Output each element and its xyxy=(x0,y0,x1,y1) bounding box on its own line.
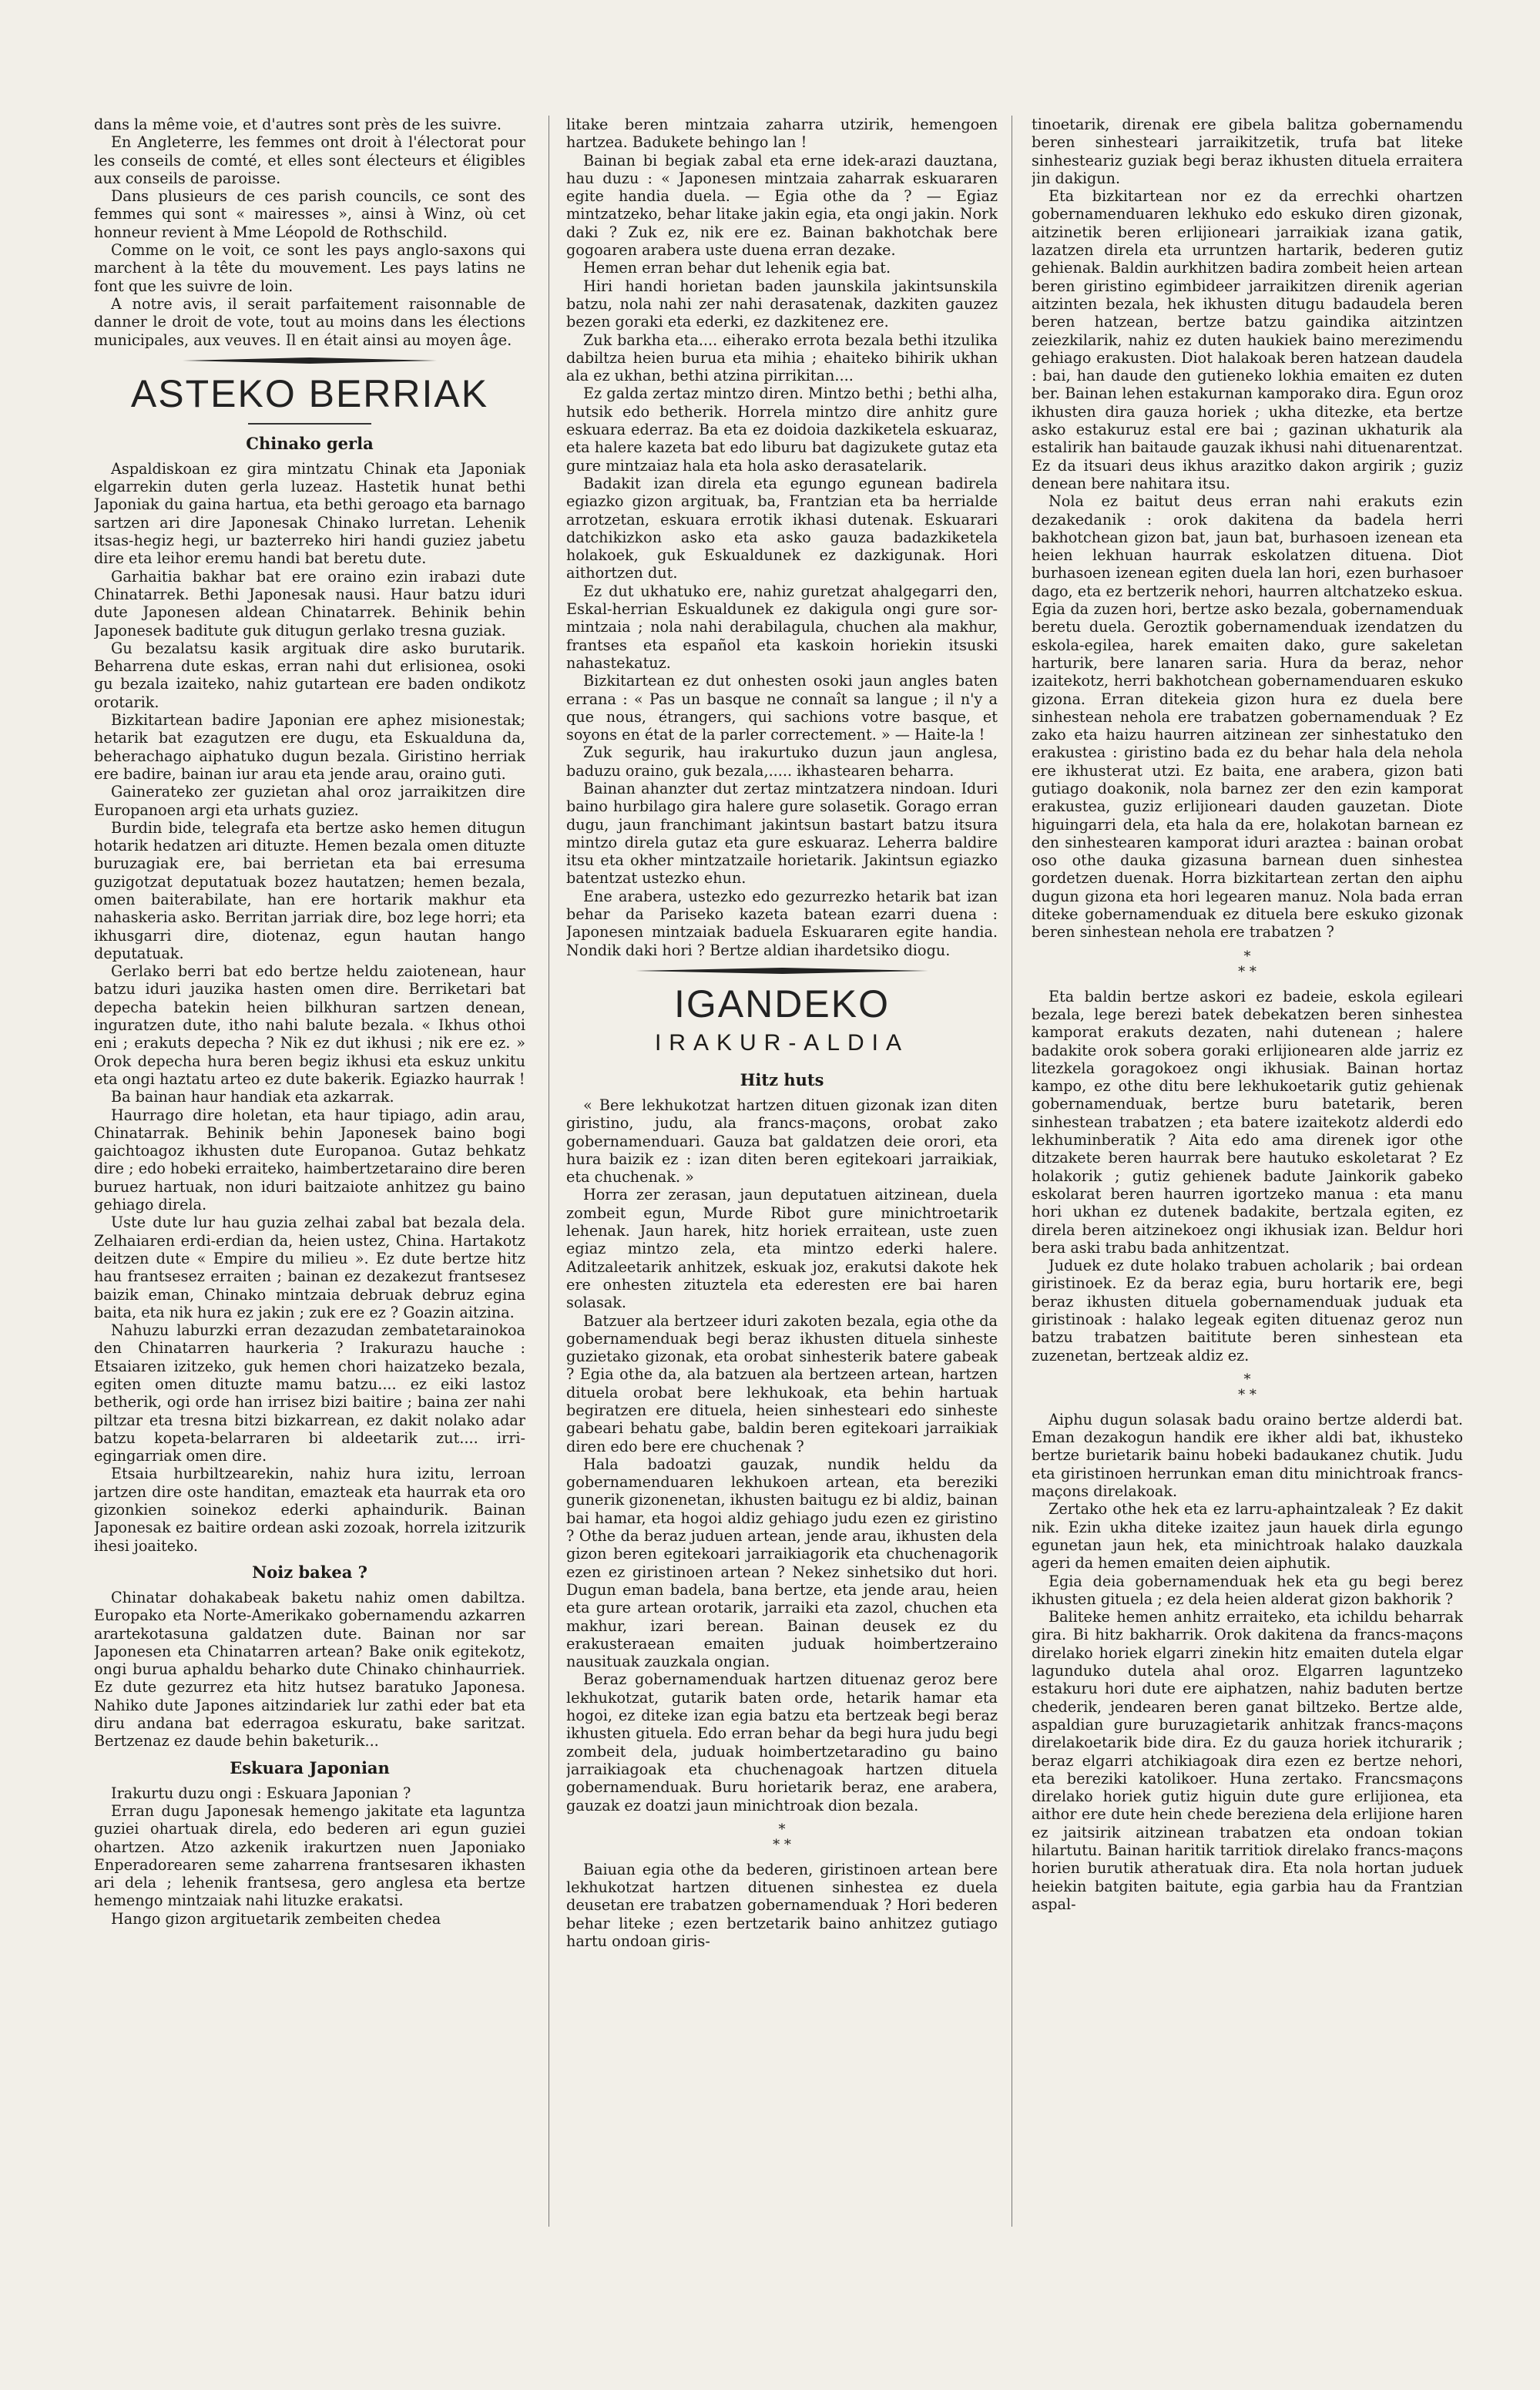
divider-ornament xyxy=(183,355,437,366)
paragraph: Bainan ahanzter dut zertaz mintzatzera nindoan. Iduri baino hurbilago gira halere gure solasetik. Gorago erran dugu, jaun franchimant jakintsun bastart batzu itsura mintzo direla gutaz eta gure eskuaraz. Leherra baldire itsu eta okher mintzatzaile horietarik. Jakintsun egiazko batentzat ustezko ehun. xyxy=(566,779,998,888)
paragraph: Baiuan egia othe da bederen, giristinoen artean bere lekhukotzat hartzen dituenen sinhestea ez duela deusetan ere trabatzen gobernamenduak ? Hori bederen behar liteke ; ezen bertzetarik baino anhitzez gutiago hartu ondoan giris- xyxy=(566,1860,998,1951)
paragraph: Hala badoatzi gauzak, nundik heldu da gobernamenduaren lekhukoen artean, eta bereziki gunerik gizonenetan, ikhusten baitugu ez bi aldiz, bainan bai hamar, eta hogoi aldiz gehiago judu ezen ez giristino ? Othe da beraz juduen artean, jende arau, ikhusten dela gizon beren egitekoari jarraikiagorik eta chuchenagorik ezen ez giristinoen artean ? Nekez sinhetsiko dut hori. Dugun eman badela, bana bertze, eta jende arau, heien eta gure artean orotarik, jarraiki eta zazol, chuchen eta makhur, izari berean. Bainan deusek ez du erakusteraean emaiten juduak hoimbertzeraino nausituak zauzkala ongian. xyxy=(566,1455,998,1671)
paragraph: Nola ez baitut deus erran nahi erakuts ezin dezakedanik : orok dakitena da badela herri bakhotchean gizon bat, jaun bat, burhasoen izenean eta heien lekhuan haurrak eskolatzen dituena. Diot burhasoen izenean egiten duela lan hori, ezen burhasoer dago, eta ez bertzerik nehori, haurren altchatzeko eskua. Egia da zuzen hori, bertze asko bezala, gobernamenduak beretu duela. Geroztik gobernamenduak izendatzen du eskola-egilea, harek emaiten dako, gure sakeletan harturik, bere lanaren saria. Hura da beraz, nehor izaitekotz, herri bakhotchean gobernamenduaren eskuko gizona. Erran ditekeia gizon hura ez duela bere sinhestean nehola ere trabatzen gobernamenduak ? Ez zako eta haizu haurren aitzinean zer sinhestatuko den erakustea : giristino bada ez du behar hala dela nehola ere ikhusterat utzi. Ez baita, ene arabera, gizon bati gutiago doakonik, nola barnez zer den ezin kamporat erakustea, guziz erlijioneari dauden gauzetan. Diote higuingarri dela, eta hala da ere, holakotan barnean ez den sinhestearen kamporat iduri araztea : bainan orobat oso othe dauka gizasuna barnean duen sinhestea gordetzen duenak. Horra bizkitartean zertan den aiphu dugun gizona eta hori legearen manuz. Nola bada erran diteke gobernamenduak ez dituela bere eskuko gizonak beren sinhestean nehola ere trabatzen ? xyxy=(1032,492,1463,942)
paragraph: Uste dute lur hau guzia zelhai zabal bat bezala dela. Zelhaiaren erdi-erdian da, heien ustez, China. Hartakotz deitzen dute « Empire du milieu ». Ez dute bertze hitz hau frantsesez erraiten ; bainan ez dezakezut frantsesez baizik eman, Chinako mintzaia debruak debruz egina baita, eta nik hura ez jakin ; zuk ere ez ? Goazin aitzina. xyxy=(94,1213,525,1321)
paragraph: Bizkitartean ez dut onhesten osoki jaun angles baten errana : « Pas un basque ne connaît sa langue ; il n'y a que nous, étrangers, qui sachions votre basque, et soyons en état de la parler correctement. » — Haite-la ! xyxy=(566,672,998,744)
paragraph: Bainan bi begiak zabal eta erne idek-arazi dauztana, hau duzu : « Japonesen mintzaia zaharrak eskuararen egite handia duela. — Egia othe da ? — Egiaz mintzatzeko, behar litake jakin egia, eta ongi jakin. Nork daki ? Zuk ez, nik ere ez. Bainan bakhotchak bere gogoaren arabera uste duena erran dezake. xyxy=(566,151,998,260)
paragraph: Egia deia gobernamenduak hek eta gu begi berez ikhusten gituela ; ez dela heien alderat gizon bakhorik ? xyxy=(1032,1572,1463,1608)
paragraph: Beraz gobernamenduak hartzen dituenaz geroz bere lekhukotzat, gutarik baten orde, hetarik hamar eta hogoi, ez diteke izan egia batzu eta bertzeak begi beraz ikhusten gituela. Edo erran behar da begi hura judu begi zombeit dela, juduak hoimbertzetaradino gu baino jarraikiagoak eta chuchenagoak hartzen dituela gobernamenduak. Buru horietarik beraz, ene arabera, gauzak ez doatzi jaun minichtroak dion bezala. xyxy=(566,1670,998,1814)
paragraph: Ene arabera, ustezko edo gezurrezko hetarik bat izan behar da Pariseko kazeta batean ezarri duena : Japonesen mintzaiak baduela Eskuararen egite handia. Nondik daki hori ? Bertze aldian ihardetsiko diogu. xyxy=(566,887,998,959)
paragraph: Eta bizkitartean nor ez da errechki ohartzen gobernamenduaren lekhuko edo eskuko diren gizonak, aitzinetik beren erlijioneari jarraikiak izana gatik, lazatzen direla eta urruntzen hartarik, bederen gutiz gehienak. Baldin aurkhitzen badira zombeit heien artean beren giristino egimbideer jarraikitzen direnik agerian aitzinten bezala, hek ikhusten ditugu badaudela beren beren hatzean, bertze batzu gaindika aitzintzen zeiezkilarik, nahiz ez duten haukiek baino merezimendu gehiago erakusten. Diot halakoak beren hatzean daudela : bai, han daude den gutieneko lokhia emaiten ez duten ber. Bainan lehen estakurnan kamporako dira. Egun oroz ikhusten dira gauza horiek ; ukha ditezke, eta bertze asko estakuruz estal ere bai ; gazinan ukhaturik ala estalirik han baitaude gauzak ikhusi nahi dituenarentzat. Ez da itsuari deus ikhus arazitko dakon argirik ; guziz denean bere nahitara itsu. xyxy=(1032,187,1463,492)
paragraph: « Bere lekhukotzat hartzen dituen gizonak izan diten giristino, judu, ala francs-maçons, orobat zako gobernamenduari. Gauza bat galdatzen deie orori, eta hura baizik ez : izan diten beren egitekoari jarraikiak, eta chuchenak. » xyxy=(566,1096,998,1187)
paragraph: Zertako othe hek eta ez larru-aphaintzaleak ? Ez dakit nik. Ezin ukha diteke izaitez jaun hauek dirla egungo egunetan jaun hek, eta minichtroak halako dauzkala ageri da hemen emaiten deien aiphutik. xyxy=(1032,1500,1463,1573)
paragraph: litake beren mintzaia zaharra utzirik, hemengoen hartzea. Badukete behingo lan ! xyxy=(566,116,998,152)
paragraph: Nahuzu laburzki erran dezazudan zembatetarainokoa den Chinatarren haurkeria ? Irakurazu hauche : Etsaiaren izitzeko, guk hemen chori haizatzeko bezala, egiten omen dituzte mamu batzu.... ez eiki lastoz betherik, ogi orde han irrisez bizi baitire ; baina zer nahi piltzar eta tresna bitzi bizkarrean, ez dakit nolako adar batzu kopeta-belarraren bi aldeetarik zut.... irri-egingarriak omen dire. xyxy=(94,1321,525,1465)
section-stars: * * * xyxy=(1238,948,1256,980)
column-1 xyxy=(94,116,525,2257)
paragraph: Horra zer zerasan, jaun deputatuen aitzinean, duela zombeit egun, Murde Ribot gure minichtroetarik lehenak. Jaun harek, hitz horiek erraitean, uste zuen egiaz mintzo zela, eta mintzo ederki halere. Aditzaleetarik anhitzek, eskuak joz, erakutsi dakote hek ere onhesten zituztela eta ederesten ere bai haren solasak. xyxy=(566,1186,998,1312)
paragraph: A notre avis, il serait parfaitement raisonnable de danner le droit de vote, tout au moins dans les élections municipales, aux veuves. Il en était ainsi au moyen âge. xyxy=(94,294,525,349)
paragraph: Eta baldin bertze askori ez badeie, eskola egileari bezala, lege berezi batek debekatzen beren sinhestea kamporat erakuts dezaten, nahi dutenean ; halere badakite orok sobera goraki erlijionearen alde jarriz ez litezkela goragokoez ongi ikhusiak. Bainan hortaz kampo, ez othe ditu bere lekhukoetarik gutiz gehienak gobernamenduak, bertze buru batetarik, beren sinhestean trabatzen ; eta batere izaitekotz alderdi edo lekhuminberatik ? Aita edo ama direnek igor othe ditzakete beren haurrak bere hautuko eskoletarat ? Ez holakorik ; gutiz gehienek badute Jainkorik gabeko eskolarat beren haurren igortzeko manua : eta manu hori ukhan ez dutenek badakite, bertzala egiten, ez direla beren aitzinekoez ongi ikhusiak izan. Beldur hori bera aski trabu bada anhitzentzat. xyxy=(1032,987,1463,1257)
paragraph: Hango gizon argituetarik zembeiten chedea xyxy=(111,1909,441,1928)
paragraph: Bizkitartean badire Japonian ere aphez misionestak; hetarik bat ezagutzen ere dugu, eta Eskualduna da, beherachago aiphatuko dugun bezala. Giristino herriak ere badire, bainan iur arau eta jende arau, oraino guti. xyxy=(94,711,525,783)
paragraph: Comme on le voit, ce sont les pays anglo-saxons qui marchent à la tête du mouvement. Les pays latins ne font que les suivre de loin. xyxy=(94,241,525,295)
paragraph: Ez dut ukhatuko ere, nahiz guretzat ahalgegarri den, Eskal-herrian Eskualdunek ez dakigula ongi gure sor-mintzaia ; nola nahi derabilagula, chuchen ala makhur, frantses eta español eta kaskoin horiekin itsuski nahastekatuz. xyxy=(566,582,998,672)
article-heading: Eskuara Japonian xyxy=(230,1757,390,1777)
section-stars: * * * xyxy=(773,1821,791,1853)
paragraph: Haurrago dire holetan, eta haur tipiago, adin arau, Chinatarrak. Behinik behin Japonesek baino bogi gaichtoagoz ikhusten dute Europanoa. Gutaz behkatz dire ; edo hobeki erraiteko, haimbertzetaraino dire beren buruez hartuak, non iduri baitzaiote anhitzez gu baino gehiago direla. xyxy=(94,1106,525,1214)
paragraph: Baliteke hemen anhitz erraiteko, eta ichildu beharrak gira. Bi hitz bakharrik. Orok dakitena da francs-maçons direlako horiek elgarri zinekin hitz emaiten dutela elgar lagunduko dutela ahal oroz. Elgarren laguntzeko estakuru hori dute ere aiphatzen, nahiz baduten bertze chederik, jendearen beren ganat biltzeko. Bertze alde, aspaldian gure buruzagietarik anhitzak francs-maçons direlakoetarik bide dira. Ez du gauza horiek itchurarik ; beraz elgarri atchikiagoak dira ezen ez bertze nehori, eta bereziki katolikoer. Huna zertako. Francsmaçons direlako horiek gutiz higuin dute gure erlijionea, eta aithor ere dute hein chede bereziena dela erlijione haren ez jaitsirik aitzinean trabatzen eta ondoan tokian hilartutu. Bainan haritik tarritiok direlako francs-maçons horien burutik atheratuak dira. Eta nola hortan juduek heiekin batgiten baitute, egia garbia hau da Frantzian aspal- xyxy=(1032,1608,1463,1913)
paragraph: dans la même voie, et d'autres sont près de les suivre. xyxy=(94,116,502,133)
section-title: ASTEKO BERRIAK xyxy=(130,371,489,415)
article-heading: Hitz huts xyxy=(740,1069,824,1089)
column-3 xyxy=(1032,116,1463,2257)
section-title: IGANDEKO xyxy=(674,982,890,1025)
paragraph: Badakit izan direla eta egungo egunean badirela egiazko gizon argituak, ba, Frantzian eta ba herrialde arrotzetan, eskuara errotik ikhasi dutenak. Eskuarari datchikizkon asko eta asko gauza badazkiketela holakoek, guk Eskualdunek ez dazkigunak. Hori aithortzen dut. xyxy=(566,474,998,582)
paragraph: Zuk segurik, hau irakurtuko duzun jaun anglesa, baduzu oraino, guk bezala,..... ikhastearen beharra. xyxy=(566,744,998,780)
paragraph: tinoetarik, direnak ere gibela balitza gobernamendu beren sinhesteari jarraikitzetik, trufa bat liteke sinhesteariz guziak begi beraz ikhusten dituela erraitera jin dakigun. xyxy=(1032,116,1463,187)
paragraph: Irakurtu duzu ongi : Eskuara Japonian ? xyxy=(111,1784,411,1802)
paragraph: Gerlako berri bat edo bertze heldu zaiotenean, haur batzu iduri jauzika hasten omen dire. Berriketari bat depecha batekin heien bilkhuran sartzen denean, inguratzen dute, itho nahi balute bezala. « Ikhus othoi eni ; erakuts depecha ? Nik ez dut ikhusi ; nik ere ez. » Orok depecha hura beren begiz ikhusi eta eskuz unkitu eta ongi haztatu arteo ez dute bakerik. Egiazko haurrak ! xyxy=(94,962,525,1088)
paragraph: Gainerateko zer guzietan ahal oroz jarraikitzen dire Europanoen argi eta urhats guziez. xyxy=(94,783,525,819)
paragraph: Burdin bide, telegrafa eta bertze asko hemen ditugun hotarik hedatzen ari dituzte. Hemen bezala omen dituzte buruzagiak ere, bai berrietan eta bai erresuma guzigotzat deputatuak bozez hautatzen; hemen bezala, omen baiterabilate, han ere hortarik makhur eta nahaskeria asko. Berritan jarriak dire, boz lege horri; eta ikhusgarri dire, diotenaz, egun hautan hango deputatuak. xyxy=(94,818,525,962)
paragraph: Dans plusieurs de ces parish councils, ce sont des femmes qui sont « mairesses », ainsi à Winz, où cet honneur revient à Mme Léopold de Rothschild. xyxy=(94,187,525,241)
paragraph: Ez galda zertaz mintzo diren. Mintzo bethi ; bethi alha, hutsik edo betherik. Horrela mintzo dire anhitz gure eskuara ederraz. Ba eta ez doidoia dazkiketela eskuaraz, eta halere kazeta bat edo liburu bat dagizukete gutaz eta gure mintzaiaz hala eta hola asko derasatelarik. xyxy=(566,384,998,475)
paragraph: Batzuer ala bertzeer iduri zakoten bezala, egia othe da gobernamenduak begi beraz ikhusten dituela sinheste guzietako gizonak, eta orobat sinhesterik batere gabeak ? Egia othe da, ala batzuen ala bertzeen artean, hartzen dituela orobat bere lekhukoak, eta behin hartuak begiratzen ere dituela, heien sinhesteari edo sinheste gabeari behatu gabe, baldin beren egitekoari jarraikiak diren edo bere ere chuchenak ? xyxy=(566,1311,998,1455)
divider-ornament xyxy=(636,965,928,976)
paragraph: Juduek ez dute holako trabuen acholarik ; bai ordean giristinoek. Ez da beraz egia, buru hortarik ere, begi beraz ikhusten dituela gobernamenduak juduak eta giristinoak : halako legeak egiten dituenaz geroz nun batzu trabatzen baititute beren sinhestean eta zuzenetan, bertzeak aldiz ez. xyxy=(1032,1257,1463,1365)
column-2 xyxy=(566,116,998,2242)
paragraph: Gu bezalatsu kasik argituak dire asko burutarik. Beharrena dute eskas, erran nahi dut erlisionea, osoki gu bezala izaiteko, nahiz gutartean ere baden ondikotz orotarik. xyxy=(94,639,525,711)
paragraph: Erran dugu Japonesak hemengo jakitate eta laguntza guziei ohartuak direla, edo bederen ari egun guziei ohartzen. Atzo azkenik irakurtzen nuen Japoniako Enperadorearen seme zaharrena frantsesaren ikhasten ari dela ; lehenik frantsesa, gero anglesa eta bertze hemengo mintzaiak nahi lituzke erakatsi. xyxy=(94,1801,525,1910)
paragraph: Garhaitia bakhar bat ere oraino ezin irabazi dute Chinatarrek. Bethi Japonesak nausi. Haur batzu iduri dute Japonesen aldean Chinatarrek. Behinik behin Japonesek baditute guk ditugun gerlako tresna guziak. xyxy=(94,567,525,639)
paragraph: Ba bainan haur handiak eta azkarrak. xyxy=(111,1088,394,1106)
paragraph: Etsaia hurbiltzearekin, nahiz hura izitu, lerroan jartzen dire oste handitan, emazteak eta haurrak eta oro gizonkien soinekoz ederki aphaindurik. Bainan Japonesak ez baitire ordean aski zozoak, horrela izitzurik ihesi joaiteko. xyxy=(94,1465,525,1555)
paragraph: Zuk barkha eta.... eiherako errota bezala bethi itzulika dabiltza heien burua eta mihia ; ehaiteko bihirik ukhan ala ez ukhan, bethi atzina pirrikitan.... xyxy=(566,331,998,385)
paragraph: Aspaldiskoan ez gira mintzatu Chinak eta Japoniak elgarrekin duten gerla luzeaz. Hastetik hunat bethi Japoniak du gaina hartua, eta bethi geroago eta barnago sartzen ari dire Japonesak Chinako lurretan. Lehenik itsas-hegiz hegi, ur bazterreko hiri handi guziez jabetu dire eta leihor eremu handi bat beretu dute. xyxy=(94,459,525,568)
paragraph: Hemen erran behar dut lehenik egia bat. xyxy=(583,259,891,277)
article-heading: Chinako gerla xyxy=(246,433,374,453)
paragraph: En Angleterre, les femmes ont droit à l'électorat pour les conseils de comté, et elles sont électeurs et éligibles aux conseils de paroisse. xyxy=(94,133,525,187)
paragraph: Aiphu dugun solasak badu oraino bertze alderdi bat. Eman dezakogun handik ere ikher aldi bat, ikhusteko bertze burietarik bainu hobeki badaukanez chutik. Judu eta giristinoen herrunkan eman ditu minichtroak francs-maçons direlakoak. xyxy=(1032,1410,1463,1501)
divider-rule xyxy=(248,421,371,426)
article-heading: Noiz bakea ? xyxy=(252,1562,367,1582)
section-stars: * * * xyxy=(1238,1371,1256,1403)
paragraph: Hiri handi horietan baden jaunskila jakintsunskila batzu, nola nahi zer nahi derasatenak, dazkiten gauzez bezen goraki eta ederki, ez dazkitenez ere. xyxy=(566,277,998,331)
paragraph: Chinatar dohakabeak baketu nahiz omen dabiltza. Europako eta Norte-Amerikako gobernamendu azkarren arartekotasuna galdatzen dute. Bainan nor sar Japonesen eta Chinatarren artean? Bake onik egitekotz, ongi burua aphaldu beharko dute Chinako chinhaurriek. Ez dute gezurrez eta hitz hutsez baratuko Japonesa. Nahiko dute Japones aitzindariek lur zathi eder bat eta diru andana bat ederragoa eskuratu, bake saritzat. Bertzenaz ez daude behin baketurik... xyxy=(94,1588,525,1751)
section-subtitle: IRAKUR-ALDIA xyxy=(654,1029,910,1056)
